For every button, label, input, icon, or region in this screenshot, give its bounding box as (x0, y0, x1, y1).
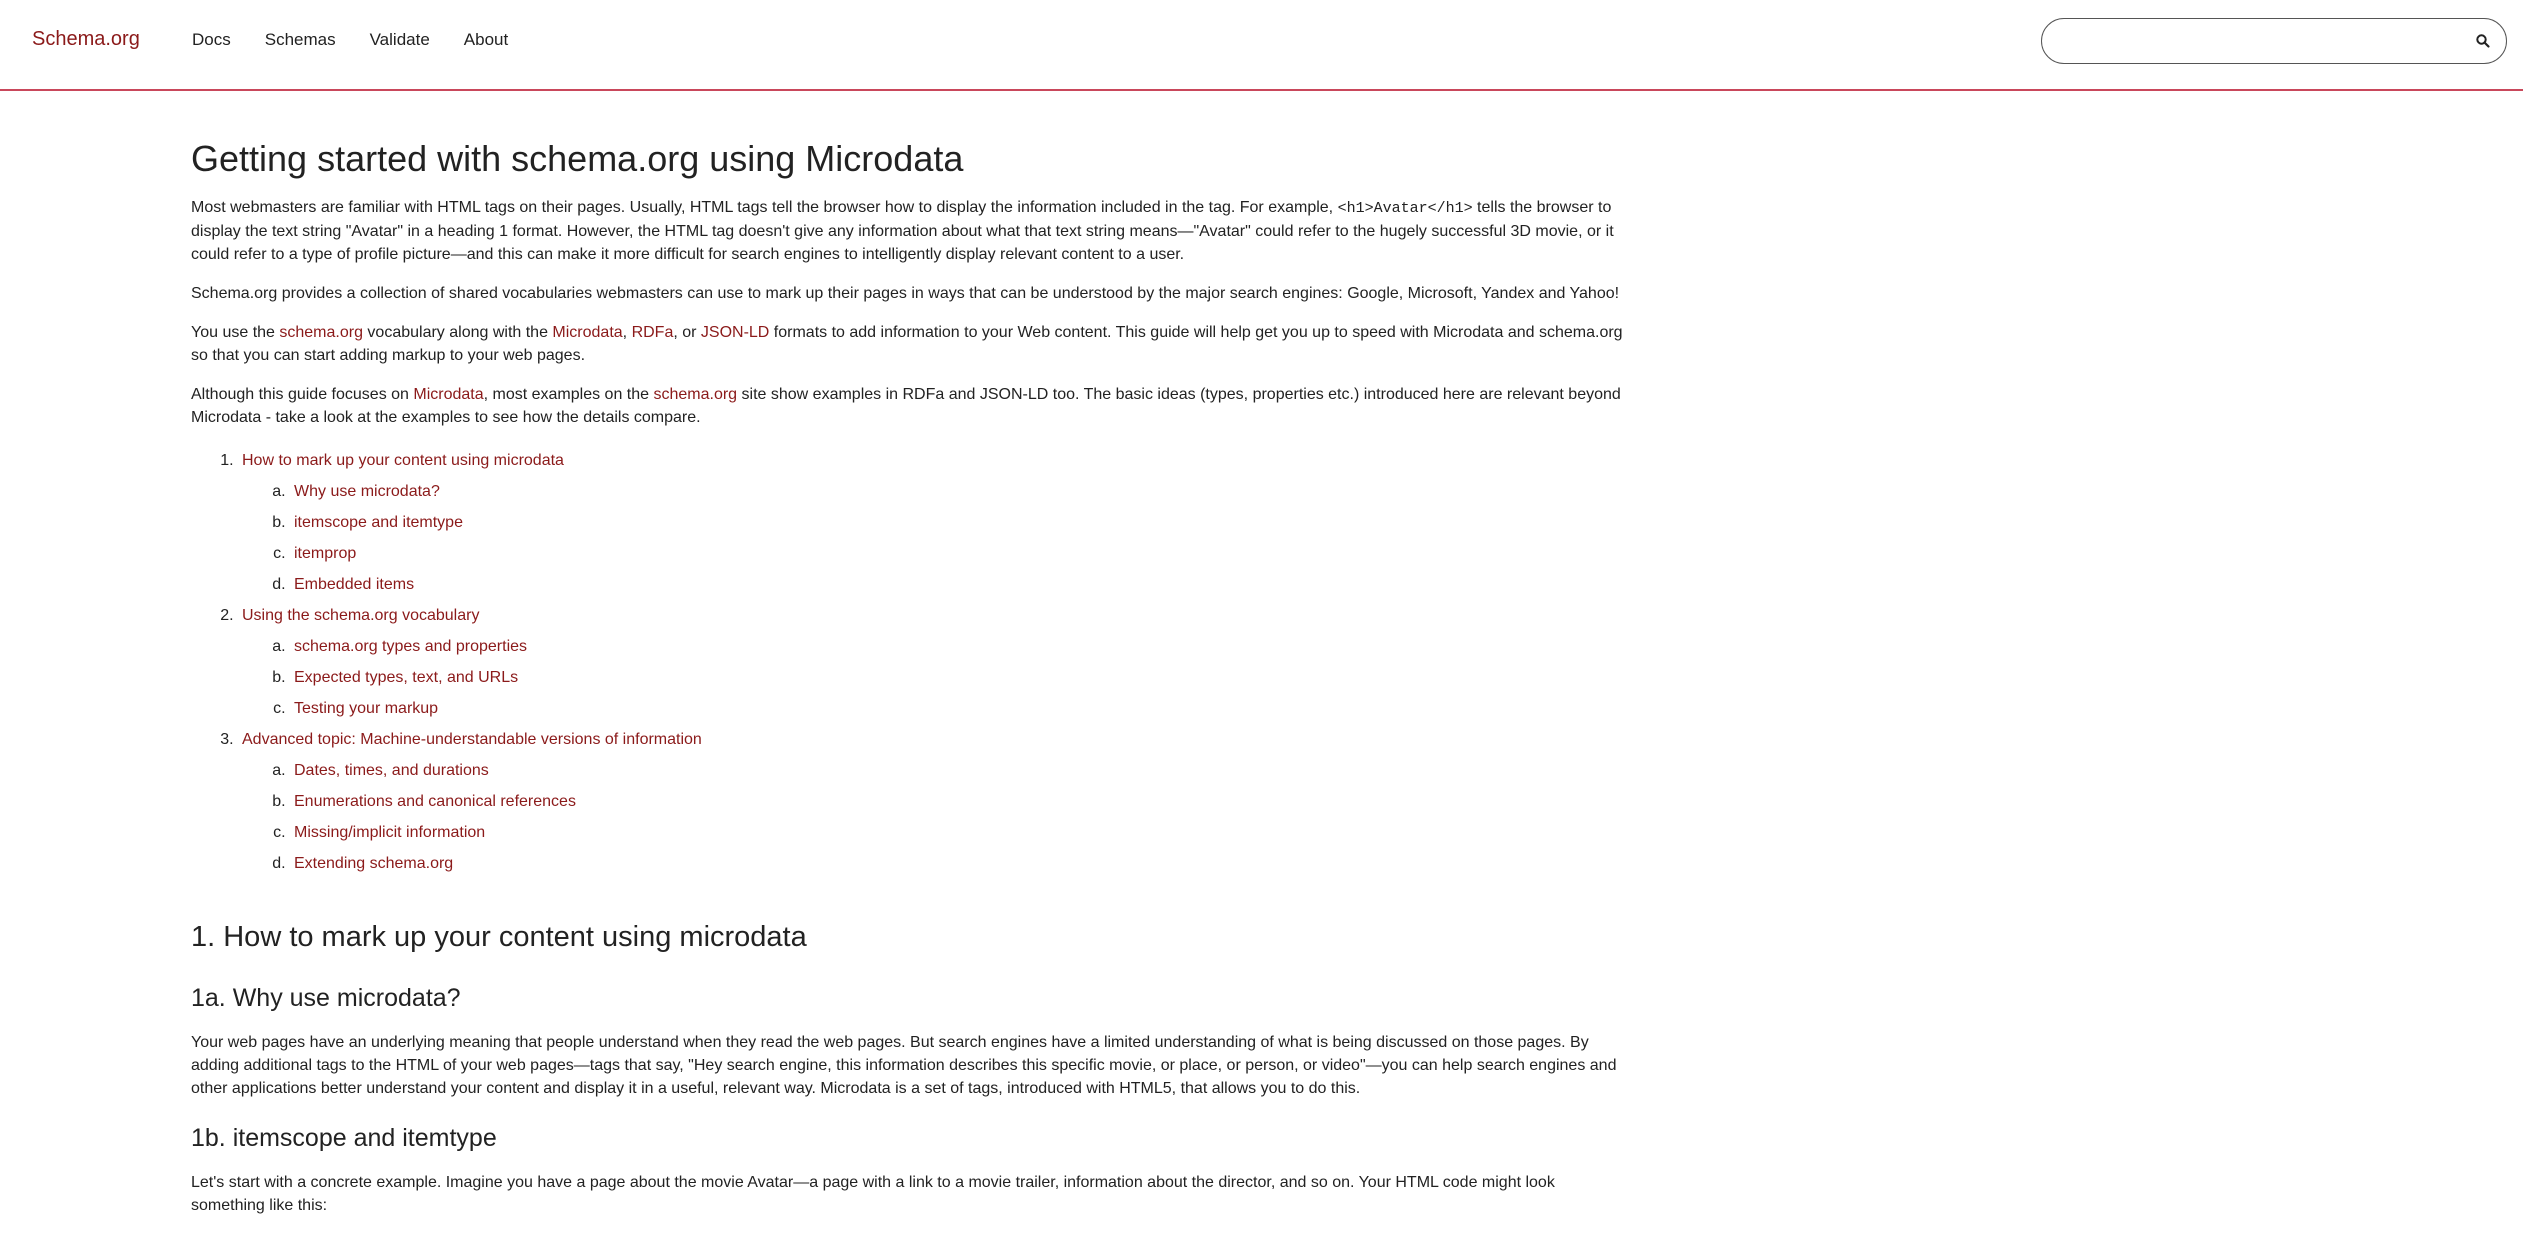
toc-item (238, 724, 1631, 879)
toc-link[interactable]: Enumerations and canonical references (294, 793, 576, 810)
toc-link[interactable]: Embedded items (294, 576, 415, 593)
toc-link[interactable]: itemprop (294, 545, 357, 562)
microdata-link[interactable]: Microdata (552, 324, 623, 341)
toc-item (238, 600, 1631, 724)
top-navigation-bar (0, 0, 2523, 91)
microdata-link[interactable]: Microdata (413, 386, 484, 403)
inline-code: <h1>Avatar</h1> (1337, 200, 1473, 217)
toc-link[interactable]: Missing/implicit information (294, 824, 486, 841)
toc-link[interactable]: Why use microdata? (294, 483, 440, 500)
toc-link[interactable]: Dates, times, and durations (294, 762, 489, 779)
subsection-heading: 1b. itemscope and itemtype (191, 1124, 497, 1152)
toc-item (238, 445, 1631, 600)
json-ld-link[interactable]: JSON-LD (700, 324, 770, 341)
rdfa-link[interactable]: RDFa (631, 324, 674, 341)
main-content (191, 138, 1631, 1233)
section-paragraph: Your web pages have an underlying meaning that people understand when they read the web pages. But search engines have a limited understanding of what is being discussed on those pages. By adding additional tags to the HTML of your web pages—tags that say, "Hey search engine, this information describes this specific movie, or place, or person, or video"—you can help search engines and other applications better understand your content and display it in a useful, relevant way. Microdata is a set of tags, introduced with HTML5, that allows you to do this. (191, 1034, 1617, 1097)
intro-paragraph-4: Although this guide focuses on Microdata, most examples on the schema.org site show examples in RDFa and JSON-LD too. The basic ideas (types, properties etc.) introduced here are relevant beyond Microdata - take a look at the examples to see how the details compare. (191, 386, 1621, 426)
section-paragraph: Let's start with a concrete example. Imagine you have a page about the movie Avatar—a page with a link to a movie trailer, information about the director, and so on. Your HTML code might look something like this: (191, 1174, 1555, 1214)
toc-sublist (242, 476, 1631, 600)
toc-sublist (242, 631, 1631, 724)
brand-logo-link[interactable]: Schema.org (32, 28, 140, 50)
nav-docs[interactable]: Docs (192, 30, 231, 49)
toc-link[interactable]: Testing your markup (294, 700, 439, 717)
nav-about[interactable]: About (463, 30, 509, 49)
toc-link[interactable]: schema.org types and properties (294, 638, 528, 655)
main-nav (192, 30, 542, 50)
search-input[interactable] (2058, 27, 2452, 57)
toc-link[interactable]: Expected types, text, and URLs (294, 669, 519, 686)
schema-org-link[interactable]: schema.org (653, 386, 738, 403)
toc-link[interactable]: Advanced topic: Machine-understandable versions of information (242, 731, 702, 748)
section-heading: 1. How to mark up your content using microdata (191, 921, 807, 953)
search-icon[interactable] (2474, 32, 2492, 50)
intro-paragraph-3: You use the schema.org vocabulary along with the Microdata, RDFa, or JSON-LD formats to add information to your Web content. This guide will help get you up to speed with Microdata and schema.org so that you can start adding markup to your web pages. (191, 324, 1623, 364)
nav-schemas[interactable]: Schemas (264, 30, 336, 49)
intro-paragraph-2: Schema.org provides a collection of shared vocabularies webmasters can use to mark up their pages in ways that can be understood by the major search engines: Google, Microsoft, Yandex and Yahoo! (191, 285, 1620, 302)
toc-link[interactable]: Using the schema.org vocabulary (242, 607, 480, 624)
toc-sublist (242, 755, 1631, 879)
subsection-heading: 1a. Why use microdata? (191, 984, 461, 1012)
page-title: Getting started with schema.org using Microdata (191, 138, 964, 179)
toc-link[interactable]: Extending schema.org (294, 855, 454, 872)
nav-validate[interactable]: Validate (369, 30, 430, 49)
intro-paragraph-1: Most webmasters are familiar with HTML tags on their pages. Usually, HTML tags tell the browser how to display the information included in the tag. For example, <h1>Avatar</h1> tells the browser to display the text string "Avatar" in a heading 1 format. However, the HTML tag doesn't give any information about what that text string means—"Avatar" could refer to the hugely successful 3D movie, or it could refer to a type of profile picture—and this can make it more difficult for search engines to intelligently display relevant content to a user. (191, 199, 1614, 263)
toc-link[interactable]: How to mark up your content using microdata (242, 452, 564, 469)
schema-org-link[interactable]: schema.org (279, 324, 363, 341)
table-of-contents (191, 445, 1631, 879)
toc-link[interactable]: itemscope and itemtype (294, 514, 463, 531)
search-box (2041, 18, 2507, 64)
